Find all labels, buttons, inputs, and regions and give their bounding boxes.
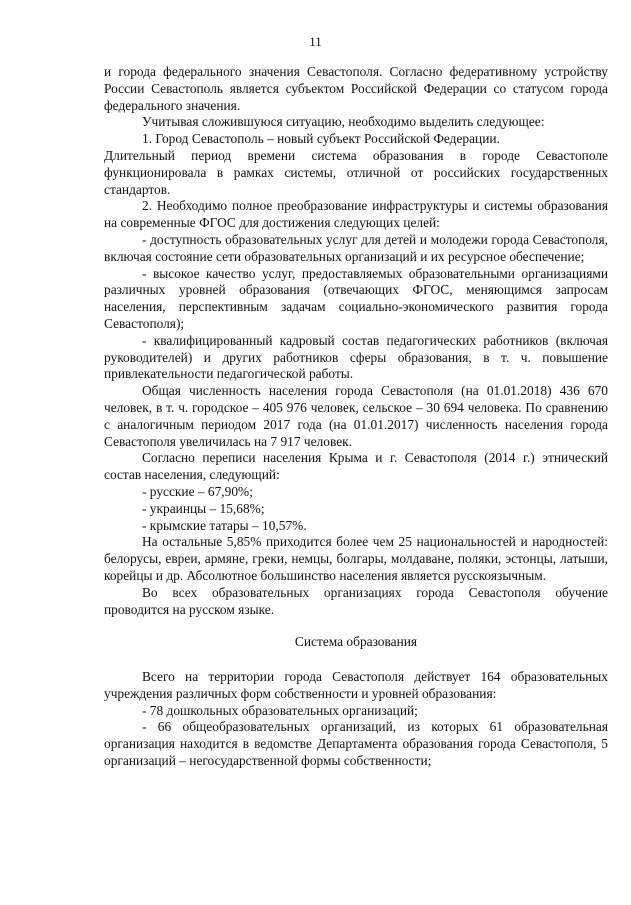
list-item: - украинцы – 15,68%;: [142, 500, 265, 516]
section-heading: Система образования: [294, 634, 418, 650]
document-body: [104, 64, 608, 770]
paragraph: Учитывая сложившуюся ситуацию, необходимо выделить следующее:: [142, 114, 545, 130]
list-item: - крымские татары – 10,57%.: [142, 517, 307, 533]
paragraph: и города федерального значения Севастополя. Согласно федеративному устройству России Севастополь является субъектом Российской Федерации со статусом города федерального значения.: [104, 64, 608, 113]
paragraph: Во всех образовательных организациях города Севастополя обучение проводится на русском языке.: [104, 584, 608, 617]
list-item: - доступность образовательных услуг для детей и молодежи города Севастополя, включая состояние сети образовательных организаций и их ресурсное обеспечение;: [104, 231, 608, 264]
list-item: - квалифицированный кадровый состав педагогических работников (включая руководителей) и других работников сферы образования, в т. ч. повышение привлекательности педагогической работы.: [104, 332, 608, 382]
paragraph: Согласно переписи населения Крыма и г. Севастополя (2014 г.) этнический состав населения, следующий:: [104, 450, 608, 483]
list-item: - русские – 67,90%;: [142, 483, 253, 499]
list-item: - 78 дошкольных образовательных организаций;: [142, 702, 418, 718]
paragraph: Общая численность населения города Севастополя (на 01.01.2018) 436 670 человек, в т. ч. городское – 405 976 человек, сельское – 30 694 человека. По сравнению с аналогичным периодом 2017 года (на 01.01.2017) численность населения города Севастополя увеличилась на 7 917 человек.: [104, 383, 608, 449]
paragraph: Всего на территории города Севастополя действует 164 образовательных учреждения различных форм собственности и уровней образования:: [104, 669, 608, 701]
list-item: - 66 общеобразовательных организаций, из которых 61 образовательная организация находится в ведомстве Департамента образования города Севастополя, 5 организаций – негосударственной формы собственности;: [104, 719, 608, 769]
numbered-point: 1. Город Севастополь – новый субъект Российской Федерации.: [142, 131, 500, 147]
paragraph: На остальные 5,85% приходится более чем 25 национальностей и народностей: белорусы, евреи, армяне, греки, немцы, болгары, молдаване, поляки, эстонцы, латыши, корейцы и др. Абсолютное большинство населения является русскоязычным.: [104, 534, 608, 583]
paragraph: Длительный период времени система образования в городе Севастополе функционировала в рамках системы, отличной от российских государственных стандартов.: [104, 147, 608, 197]
numbered-point: 2. Необходимо полное преобразование инфраструктуры и системы образования на современные ФГОС для достижения следующих целей:: [104, 198, 608, 231]
page-number: 11: [309, 34, 322, 49]
list-item: - высокое качество услуг, предоставляемых образовательными организациями различных уровней образования (отвечающих ФГОС, меняющимся запросам населения, перспективным задачам социально-экономического развития города Севастополя);: [104, 265, 608, 331]
